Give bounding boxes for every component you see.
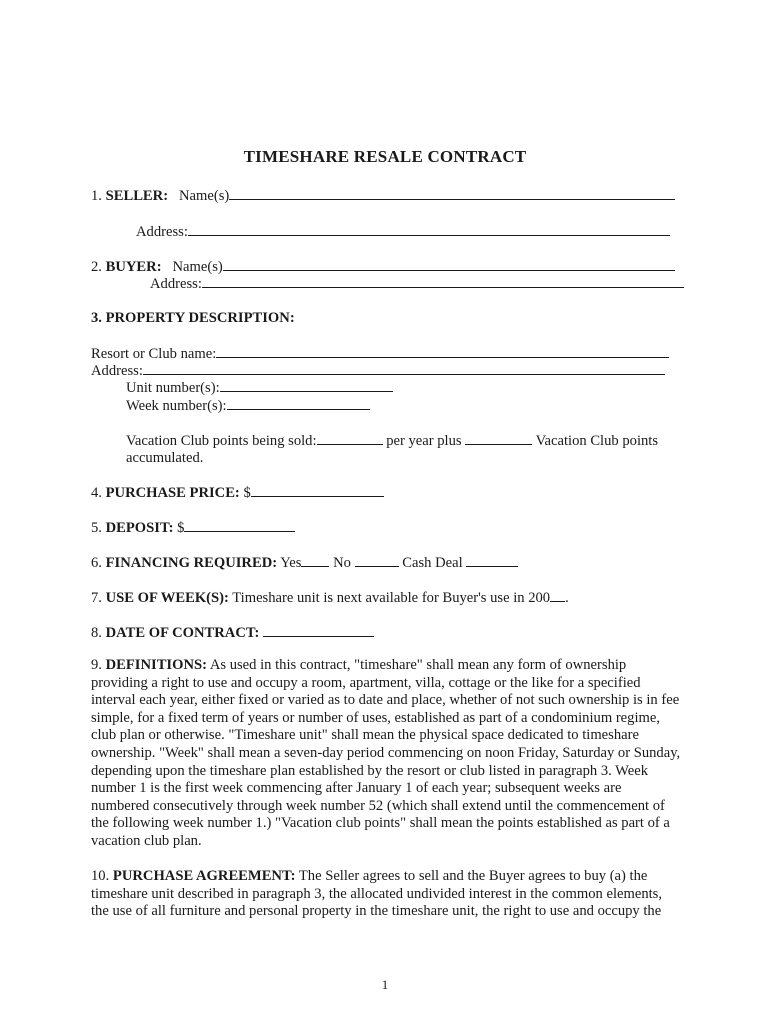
- purchase-agreement-number: 10.: [91, 868, 110, 884]
- points-accumulated-field[interactable]: [465, 431, 532, 445]
- financing-no-field[interactable]: [355, 553, 399, 567]
- buyer-name-field[interactable]: [223, 257, 675, 271]
- deposit-number: 5.: [91, 520, 102, 536]
- buyer-address-field[interactable]: [202, 274, 684, 288]
- purchase-agreement-heading: PURCHASE AGREEMENT:: [112, 868, 296, 884]
- seller-name-label: Name(s): [179, 188, 230, 204]
- use-of-week-end: .: [565, 590, 569, 606]
- unit-line: [126, 378, 393, 397]
- property-heading-line: [91, 309, 295, 327]
- use-of-week-number: 7.: [91, 590, 102, 606]
- resort-field[interactable]: [216, 344, 669, 358]
- definitions-paragraph: [91, 657, 681, 851]
- buyer-name-label: Name(s): [172, 259, 223, 275]
- buyer-heading: BUYER:: [105, 259, 162, 275]
- definitions-number: 9.: [91, 657, 102, 673]
- use-of-week-line: [91, 588, 569, 607]
- use-of-week-heading: USE OF WEEK(S):: [105, 590, 229, 606]
- date-line: [91, 623, 374, 642]
- date-number: 8.: [91, 625, 102, 641]
- week-field[interactable]: [227, 396, 370, 410]
- financing-no-label: No: [333, 555, 351, 571]
- use-of-week-text: Timeshare unit is next available for Buyer's use in 200: [232, 590, 551, 606]
- per-year-label: per year plus: [386, 433, 462, 449]
- year-field[interactable]: [550, 588, 565, 602]
- definitions-heading: DEFINITIONS:: [105, 657, 207, 673]
- points-line: [126, 431, 658, 450]
- unit-label: Unit number(s):: [126, 380, 220, 396]
- seller-name-line: [91, 186, 675, 205]
- accumulated-line: [126, 449, 203, 467]
- deposit-line: [91, 518, 295, 537]
- definitions-text: As used in this contract, "timeshare" shall mean any form of ownership providing a right to use and occupy a room, apartment, villa, cottage or the like for a specified interval each year, either fixed or varied as to date and place, whether of not such ownership is in fee simple, for a fixed term of years or number of uses, established as part of a condominium regime, club plan or otherwise. "Timeshare unit" shall mean the physical space dedicated to timeshare ownership. "Week" shall mean a seven-day period commencing on noon Friday, Saturday or Sunday, depending upon the timeshare plan established by the resort or club listed in paragraph 3. Week number 1 is the first week commencing after January 1 of each year; subsequent weeks are numbered consecutively through week number 52 (which shall extend until the commencement of the following week number 1.) "Vacation club points" shall mean the points established as part of a vacation club plan.: [91, 657, 681, 849]
- accumulated-text: accumulated.: [126, 450, 204, 466]
- deposit-field[interactable]: [184, 518, 295, 532]
- buyer-number: 2.: [91, 259, 102, 275]
- financing-line: [91, 553, 518, 572]
- week-label: Week number(s):: [126, 398, 227, 414]
- price-number: 4.: [91, 485, 102, 501]
- price-line: [91, 483, 384, 502]
- page-number: 1: [381, 977, 389, 992]
- seller-address-line: [136, 222, 670, 241]
- financing-cash-field[interactable]: [466, 553, 518, 567]
- unit-field[interactable]: [220, 378, 393, 392]
- deposit-currency: $: [177, 520, 185, 536]
- financing-yes-label: Yes: [280, 555, 302, 571]
- date-field[interactable]: [263, 623, 374, 637]
- resort-label: Resort or Club name:: [91, 346, 217, 362]
- property-address-field[interactable]: [143, 361, 665, 375]
- financing-cash-label: Cash Deal: [402, 555, 463, 571]
- purchase-agreement-paragraph: [91, 868, 681, 921]
- points-tail-label: Vacation Club points: [535, 433, 659, 449]
- price-field[interactable]: [251, 483, 384, 497]
- buyer-address-label: Address:: [150, 276, 202, 292]
- property-heading: 3. PROPERTY DESCRIPTION:: [91, 310, 295, 326]
- purchase-agreement-text: The Seller agrees to sell and the Buyer agrees to buy (a) the timeshare unit described in paragraph 3, the allocated undivided interest in the common elements, the use of all furniture and personal property in the timeshare unit, the right to use and occupy the: [91, 868, 663, 920]
- price-heading: PURCHASE PRICE:: [105, 485, 240, 501]
- deposit-heading: DEPOSIT:: [105, 520, 174, 536]
- seller-number: 1.: [91, 188, 102, 204]
- buyer-address-line: [150, 274, 684, 293]
- seller-heading: SELLER:: [105, 188, 169, 204]
- financing-heading: FINANCING REQUIRED:: [105, 555, 278, 571]
- points-label: Vacation Club points being sold:: [126, 433, 317, 449]
- financing-yes-field[interactable]: [301, 553, 329, 567]
- seller-name-field[interactable]: [229, 186, 675, 200]
- date-heading: DATE OF CONTRACT:: [105, 625, 260, 641]
- points-sold-field[interactable]: [317, 431, 383, 445]
- page-title: TIMESHARE RESALE CONTRACT: [243, 147, 527, 166]
- seller-address-label: Address:: [136, 224, 188, 240]
- property-address-label: Address:: [91, 363, 143, 379]
- price-currency: $: [243, 485, 251, 501]
- week-line: [126, 396, 370, 415]
- seller-address-field[interactable]: [188, 222, 670, 236]
- financing-number: 6.: [91, 555, 102, 571]
